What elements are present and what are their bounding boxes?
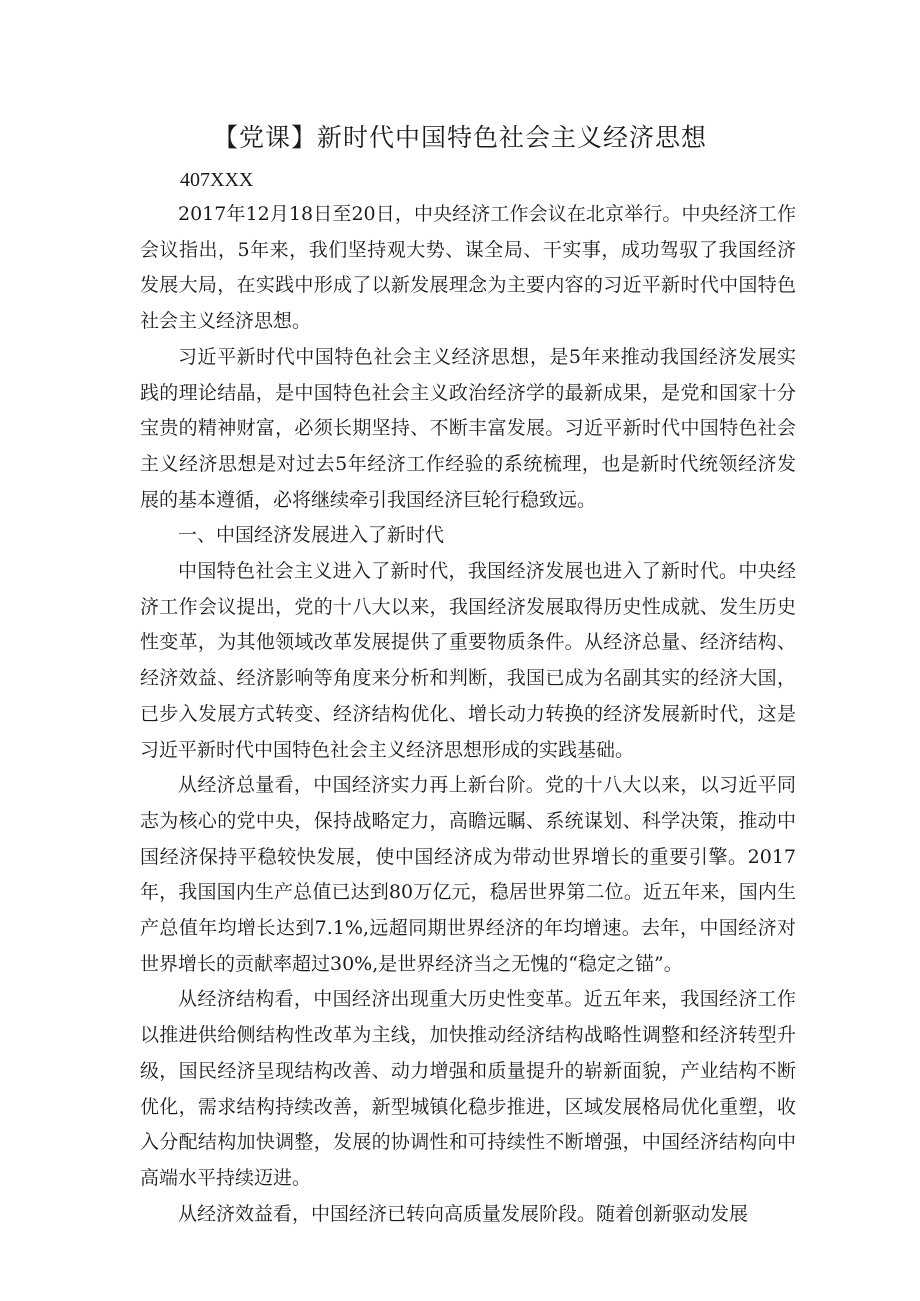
section-heading: 一、中国经济发展进入了新时代 bbox=[178, 524, 445, 547]
paragraph: 从经济总量看，中国经济实力再上新台阶。党的十八大以来，以习近平同志为核心的党中央，保持战略定力，高瞻远瞩、系统谋划、科学决策，推动中国经济保持平稳较快发展，使中国经济成为带动世界增长的重要引擎。2017年，我国国内生产总值已达到80万亿元，稳居世界第二位。近五年来，国内生产总值年均增长达到7.1%,远超同期世界经济的年均增速。去年，中国经济对世界增长的贡献率超过30%,是世界经济当之无愧的“稳定之锚”。 bbox=[140, 774, 796, 975]
paragraph: 2017年12月18日至20日，中央经济工作会议在北京举行。中央经济工作会议指出，5年来，我们坚持观大势、谋全局、干实事，成功驾驭了我国经济发展大局，在实践中形成了以新发展理念为主要内容的习近平新时代中国特色社会主义经济思想。 bbox=[140, 203, 796, 333]
document-number: 407XXX bbox=[180, 169, 254, 191]
document-title: 【党课】新时代中国特色社会主义经济思想 bbox=[212, 123, 707, 152]
paragraph: 习近平新时代中国特色社会主义经济思想，是5年来推动我国经济发展实践的理论结晶，是中国特色社会主义政治经济学的最新成果，是党和国家十分宝贵的精神财富，必须长期坚持、不断丰富发展。习近平新时代中国特色社会主义经济思想是对过去5年经济工作经验的系统梳理，也是新时代统领经济发展的基本遵循，必将继续牵引我国经济巨轮行稳致远。 bbox=[140, 345, 796, 511]
paragraph: 从经济效益看，中国经济已转向高质量发展阶段。随着创新驱动发展 bbox=[178, 1202, 749, 1225]
document-body bbox=[140, 197, 796, 1232]
paragraph: 中国特色社会主义进入了新时代，我国经济发展也进入了新时代。中央经济工作会议提出，党的十八大以来，我国经济发展取得历史性成就、发生历史性变革，为其他领域改革发展提供了重要物质条件。从经济总量、经济结构、经济效益、经济影响等角度来分析和判断，我国已成为名副其实的经济大国，已步入发展方式转变、经济结构优化、增长动力转换的经济发展新时代，这是习近平新时代中国特色社会主义经济思想形成的实践基础。 bbox=[140, 560, 796, 761]
paragraph: 从经济结构看，中国经济出现重大历史性变革。近五年来，我国经济工作以推进供给侧结构性改革为主线，加快推动经济结构战略性调整和经济转型升级，国民经济呈现结构改善、动力增强和质量提升的崭新面貌，产业结构不断优化，需求结构持续改善，新型城镇化稳步推进，区域发展格局优化重塑，收入分配结构加快调整，发展的协调性和可持续性不断增强，中国经济结构向中高端水平持续迈进。 bbox=[140, 988, 796, 1189]
